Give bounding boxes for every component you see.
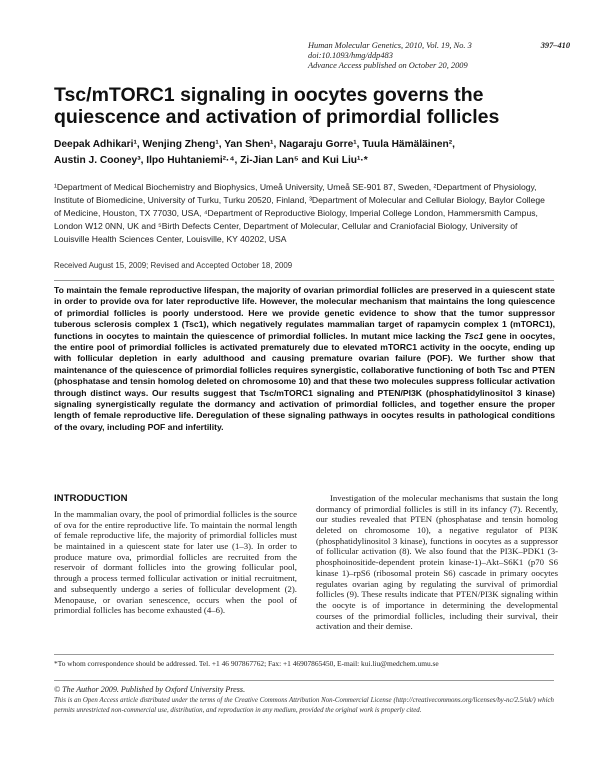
divider (54, 280, 554, 281)
abstract (54, 285, 555, 433)
copyright-notice: © The Author 2009. Published by Oxford University Press. (54, 685, 246, 694)
received-dates: Received August 15, 2009; Revised and Accepted October 18, 2009 (54, 261, 293, 270)
intro-paragraph-2: Investigation of the molecular mechanisms that sustain the long dormancy of primordial follicles is still in its infancy (7). Recently, our studies revealed that PTEN (phosphatase and tensin homolog deleted on chromosome 10), a negative regulator of PI3K (phosphatidylinositol 3 kinase), functions in oocytes as a suppressor of follicular activation (8). We also found that the PI3K–PDK1 (3-phosphoinositide-dependent protein kinase-1)–Akt–S6K1 (p70 S6 kinase 1)–rpS6 (ribosomal protein S6) cascade in primary oocytes regulates ovarian aging by regulating the survival of primordial follicles (9). These results indicate that PTEN/PI3K signaling within the oocyte is of importance in determining the developmental courses of the primordial follicles, including their survival, their activation and their demise. (316, 493, 558, 632)
title-line-1: Tsc/mTORC1 signaling in oocytes governs the (54, 84, 484, 106)
affiliations: ¹Department of Medical Biochemistry and Biophysics, Umeå University, Umeå SE-901 87, Sweden, ²Department of Physiology, Institute of Biomedicine, University of Turku, Turku 20520, Finland, ³Department of Molecular and Cellular Biology, Baylor College of Medicine, Houston, TX 77030, USA, ⁴Department of Reproductive Biology, Imperial College London, Hammersmith Campus, London W12 0NN, UK and ⁵Birth Defects Center, Department of Molecular, Cellular and Craniofacial Biology, University of Louisville Health Sciences Center, Louisville, KY 40202, USA (54, 182, 545, 244)
doi[interactable]: doi:10.1093/hmg/ddp483 (308, 51, 393, 61)
correspondence-footnote: *To whom correspondence should be addressed. Tel. +1 46 907867762; Fax: +1 46907865450, E-mail: kui.liu@medchem.umu.se (54, 659, 439, 668)
section-heading-introduction: INTRODUCTION (54, 493, 128, 504)
abstract-gene-name: Tsc1 (464, 330, 484, 341)
divider (54, 680, 554, 681)
author-list (54, 137, 554, 169)
intro-paragraph-1: In the mammalian ovary, the pool of primordial follicles is the source of ova for the entire reproductive life. To maintain the normal length of female reproductive life, the majority of primordial follicles must be maintained in a quiescent state for later use (1–3). In order to produce mature ova, primordial follicles are recruited from the reservoir of dormant follicles into the growing follicular pool, through a process termed follicular activation or initial recruitment, and subsequently undergo a series of follicular development (2). Menopause, or ovarian senescence, occurs when the pool of primordial follicles has become exhausted (4–6). (54, 509, 297, 616)
body-column-right (316, 493, 558, 632)
journal-header (308, 41, 570, 72)
abstract-text-2: gene in oocytes, the entire pool of primordial follicles is activated prematurely due to elevated mTORC1 activity in the oocyte, ending up with follicular depletion in early adulthood and causing premature ovarian failure (POF). We further show that maintenance of the quiescence of primordial follicles requires synergistic, collaborative functioning of both Tsc and PTEN (phosphatase and tensin homolog deleted on chromosome 10) and that these two molecules suppress follicular activation through distinct ways. Our results suggest that Tsc/mTORC1 signaling and PTEN/PI3K (phosphatidylinositol 3 kinase) signaling synergistically regulate the dormancy and activation of primordial follicles, and together ensure the proper length of female reproductive life. Deregulation of these signaling pathways in oocytes results in pathological conditions of the ovary, including POF and infertility. (54, 330, 555, 432)
journal-citation: Human Molecular Genetics, 2010, Vol. 19, No. 3 (308, 41, 472, 50)
article-title (54, 84, 554, 128)
body-column-left (54, 509, 297, 616)
authors-line-1: Deepak Adhikari¹, Wenjing Zheng¹, Yan Shen¹, Nagaraju Gorre¹, Tuula Hämäläinen², (54, 139, 455, 150)
title-line-2: quiescence and activation of primordial follicles (54, 106, 500, 128)
abstract-text-1: To maintain the female reproductive lifespan, the majority of ovarian primordial follicles are preserved in a quiescent state in order to provide ova for later reproductive life. However, the molecular mechanism that maintains the long quiescence of primordial follicles is poorly understood. Here we provide genetic evidence to show that the tumor suppressor tuberous sclerosis complex 1 (Tsc1), which negatively regulates mammalian target of rapamycin complex 1 (mTORC1), functions in oocytes to maintain the quiescence of primordial follicles. In mutant mice lacking the (54, 285, 555, 341)
footnote-divider (54, 654, 554, 655)
advance-access: Advance Access published on October 20, 2009 (308, 61, 468, 71)
authors-line-2: Austin J. Cooney³, Ilpo Huhtaniemi²·⁴, Zi-Jian Lan⁵ and Kui Liu¹·* (54, 155, 368, 166)
page-range: 397–410 (540, 41, 570, 50)
license-text: This is an Open Access article distributed under the terms of the Creative Commons Attribution Non-Commercial License (http://creativecommons.org/licenses/by-nc/2.5/uk/) which permits unrestricted non-commercial use, distribution, and reproduction in any medium, provided the original work is properly cited. (54, 697, 554, 714)
